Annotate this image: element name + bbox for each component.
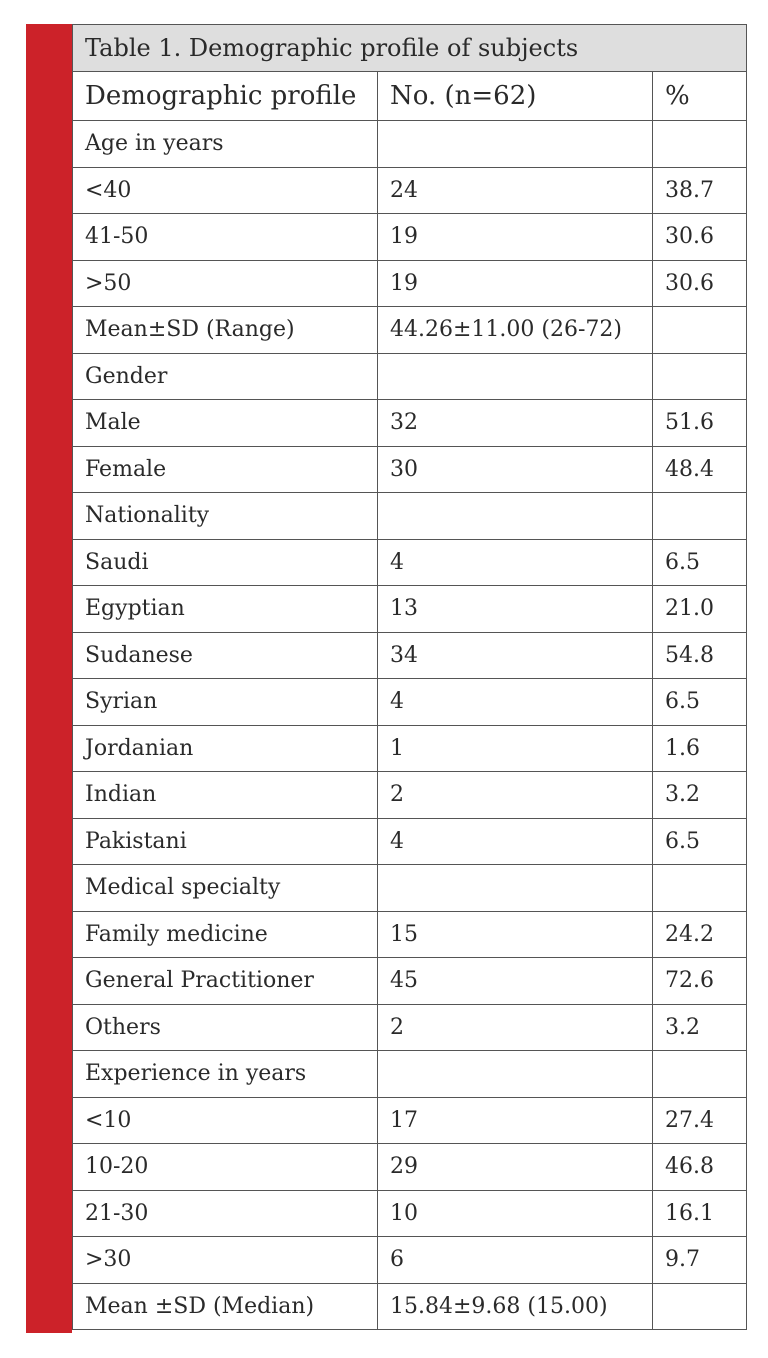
cell-count: 17 xyxy=(378,1097,653,1144)
cell-percent xyxy=(653,493,747,540)
cell-profile: <10 xyxy=(73,1097,378,1144)
cell-percent: 51.6 xyxy=(653,400,747,447)
table-body xyxy=(73,121,747,1330)
cell-profile: Age in years xyxy=(73,121,378,168)
cell-profile: Mean±SD (Range) xyxy=(73,307,378,354)
column-header-profile: Demographic profile xyxy=(73,72,378,121)
table-row xyxy=(73,725,747,772)
cell-percent: 6.5 xyxy=(653,679,747,726)
table-row xyxy=(73,493,747,540)
cell-profile: <40 xyxy=(73,167,378,214)
table-row xyxy=(73,911,747,958)
cell-percent xyxy=(653,1283,747,1330)
cell-percent: 38.7 xyxy=(653,167,747,214)
cell-count: 15 xyxy=(378,911,653,958)
cell-count: 32 xyxy=(378,400,653,447)
cell-count: 19 xyxy=(378,214,653,261)
cell-count: 19 xyxy=(378,260,653,307)
cell-count: 4 xyxy=(378,539,653,586)
table-row xyxy=(73,260,747,307)
table-row xyxy=(73,1237,747,1284)
cell-count: 45 xyxy=(378,958,653,1005)
cell-profile: Saudi xyxy=(73,539,378,586)
cell-profile: 21-30 xyxy=(73,1190,378,1237)
cell-percent: 48.4 xyxy=(653,446,747,493)
cell-profile: Sudanese xyxy=(73,632,378,679)
cell-profile: Gender xyxy=(73,353,378,400)
table-row xyxy=(73,1190,747,1237)
table-row xyxy=(73,214,747,261)
cell-profile: Egyptian xyxy=(73,586,378,633)
cell-count: 1 xyxy=(378,725,653,772)
table-row xyxy=(73,539,747,586)
cell-percent: 21.0 xyxy=(653,586,747,633)
table-row xyxy=(73,586,747,633)
cell-percent: 72.6 xyxy=(653,958,747,1005)
cell-percent: 24.2 xyxy=(653,911,747,958)
cell-profile: Jordanian xyxy=(73,725,378,772)
table-row xyxy=(73,818,747,865)
demographic-table xyxy=(72,24,747,1330)
cell-profile: >30 xyxy=(73,1237,378,1284)
cell-profile: Mean ±SD (Median) xyxy=(73,1283,378,1330)
table-row xyxy=(73,121,747,168)
cell-count: 15.84±9.68 (15.00) xyxy=(378,1283,653,1330)
table-row xyxy=(73,958,747,1005)
table-row xyxy=(73,353,747,400)
table-row xyxy=(73,1051,747,1098)
cell-percent: 46.8 xyxy=(653,1144,747,1191)
cell-percent: 16.1 xyxy=(653,1190,747,1237)
cell-count: 44.26±11.00 (26-72) xyxy=(378,307,653,354)
cell-profile: Medical specialty xyxy=(73,865,378,912)
cell-percent: 3.2 xyxy=(653,1004,747,1051)
cell-percent: 30.6 xyxy=(653,214,747,261)
cell-count xyxy=(378,353,653,400)
cell-count xyxy=(378,1051,653,1098)
column-header-percent: % xyxy=(653,72,747,121)
accent-bar xyxy=(26,24,72,1333)
table-row xyxy=(73,167,747,214)
table-row xyxy=(73,1097,747,1144)
cell-count: 30 xyxy=(378,446,653,493)
cell-count: 2 xyxy=(378,1004,653,1051)
cell-profile: Others xyxy=(73,1004,378,1051)
cell-count: 4 xyxy=(378,679,653,726)
demographic-table-container xyxy=(72,24,746,1330)
cell-profile: Nationality xyxy=(73,493,378,540)
cell-percent xyxy=(653,865,747,912)
table-row xyxy=(73,1144,747,1191)
cell-count: 10 xyxy=(378,1190,653,1237)
cell-count: 34 xyxy=(378,632,653,679)
cell-percent: 9.7 xyxy=(653,1237,747,1284)
cell-percent xyxy=(653,307,747,354)
cell-count: 6 xyxy=(378,1237,653,1284)
cell-count: 4 xyxy=(378,818,653,865)
cell-percent: 27.4 xyxy=(653,1097,747,1144)
cell-percent xyxy=(653,353,747,400)
table-row xyxy=(73,307,747,354)
cell-percent xyxy=(653,1051,747,1098)
cell-percent xyxy=(653,121,747,168)
cell-percent: 6.5 xyxy=(653,818,747,865)
column-header-count: No. (n=62) xyxy=(378,72,653,121)
cell-profile: Pakistani xyxy=(73,818,378,865)
cell-count: 2 xyxy=(378,772,653,819)
table-row xyxy=(73,1283,747,1330)
cell-percent: 6.5 xyxy=(653,539,747,586)
cell-profile: >50 xyxy=(73,260,378,307)
cell-profile: General Practitioner xyxy=(73,958,378,1005)
cell-profile: Male xyxy=(73,400,378,447)
cell-profile: Syrian xyxy=(73,679,378,726)
table-row xyxy=(73,679,747,726)
cell-profile: 41-50 xyxy=(73,214,378,261)
table-row xyxy=(73,632,747,679)
table-row xyxy=(73,1004,747,1051)
cell-percent: 3.2 xyxy=(653,772,747,819)
cell-profile: Experience in years xyxy=(73,1051,378,1098)
cell-count: 24 xyxy=(378,167,653,214)
cell-profile: Indian xyxy=(73,772,378,819)
table-row xyxy=(73,772,747,819)
cell-count: 13 xyxy=(378,586,653,633)
table-row xyxy=(73,865,747,912)
cell-profile: Family medicine xyxy=(73,911,378,958)
cell-profile: 10-20 xyxy=(73,1144,378,1191)
cell-count xyxy=(378,493,653,540)
cell-percent: 1.6 xyxy=(653,725,747,772)
cell-percent: 54.8 xyxy=(653,632,747,679)
table-row xyxy=(73,400,747,447)
cell-count xyxy=(378,121,653,168)
table-header-row xyxy=(73,72,747,121)
table-row xyxy=(73,446,747,493)
cell-count: 29 xyxy=(378,1144,653,1191)
cell-percent: 30.6 xyxy=(653,260,747,307)
table-caption-row xyxy=(73,25,747,72)
cell-profile: Female xyxy=(73,446,378,493)
cell-count xyxy=(378,865,653,912)
table-caption: Table 1. Demographic profile of subjects xyxy=(73,25,747,72)
